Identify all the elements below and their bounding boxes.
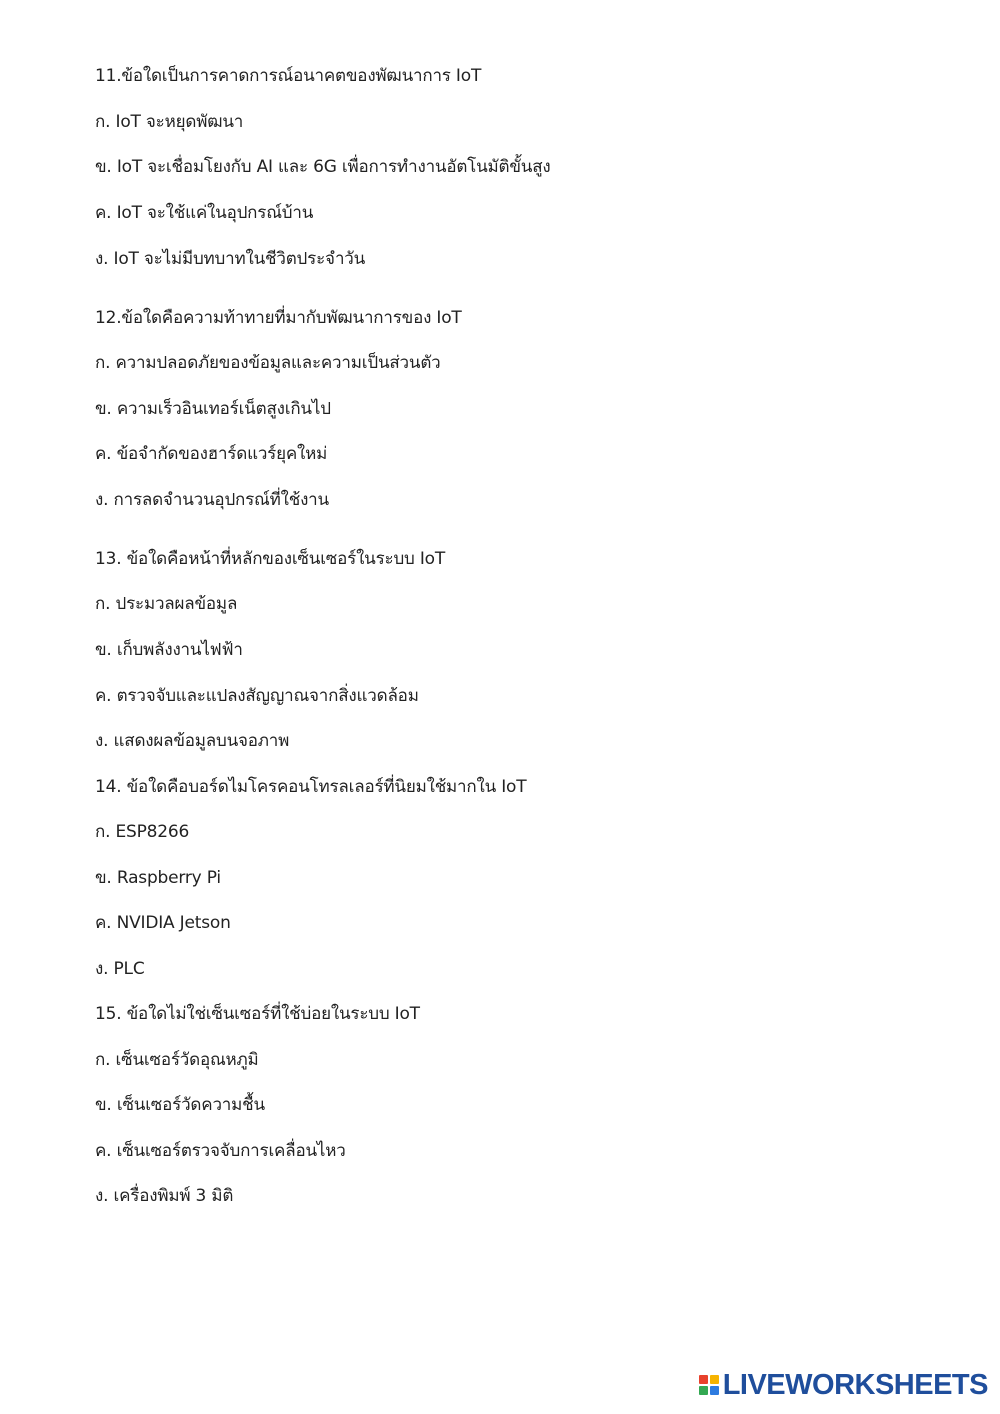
question-11-option-b: ข. IoT จะเชื่อมโยงกับ AI และ 6G เพื่อการทำงานอัตโนมัติขั้นสูง: [95, 157, 551, 177]
logo-square-red: [699, 1375, 708, 1384]
logo-square-green: [699, 1386, 708, 1395]
liveworksheets-brand-text: LIVEWORKSHEETS: [722, 1369, 988, 1401]
question-13-option-d: ง. แสดงผลข้อมูลบนจอภาพ: [95, 731, 290, 751]
logo-square-yellow: [710, 1375, 719, 1384]
logo-square-blue: [710, 1386, 719, 1395]
question-15-option-c: ค. เซ็นเซอร์ตรวจจับการเคลื่อนไหว: [95, 1141, 346, 1161]
question-15-text: 15. ข้อใดไม่ใช่เซ็นเซอร์ที่ใช้บ่อยในระบบ IoT: [95, 1004, 420, 1024]
question-15-option-a: ก. เซ็นเซอร์วัดอุณหภูมิ: [95, 1050, 259, 1070]
question-12-text: 12.ข้อใดคือความท้าทายที่มากับพัฒนาการของ IoT: [95, 308, 462, 328]
question-14-option-a: ก. ESP8266: [95, 822, 190, 842]
question-12-option-a: ก. ความปลอดภัยของข้อมูลและความเป็นส่วนตัว: [95, 353, 441, 373]
question-15-option-b: ข. เซ็นเซอร์วัดความชื้น: [95, 1095, 265, 1115]
question-14-text: 14. ข้อใดคือบอร์ดไมโครคอนโทรลเลอร์ที่นิยมใช้มากใน IoT: [95, 777, 527, 797]
question-13-text: 13. ข้อใดคือหน้าที่หลักของเซ็นเซอร์ในระบบ IoT: [95, 549, 446, 569]
question-13-option-c: ค. ตรวจจับและแปลงสัญญาณจากสิ่งแวดล้อม: [95, 686, 419, 706]
liveworksheets-logo-icon: [699, 1375, 719, 1395]
question-11-option-c: ค. IoT จะใช้แค่ในอุปกรณ์บ้าน: [95, 203, 314, 223]
question-12-option-b: ข. ความเร็วอินเทอร์เน็ตสูงเกินไป: [95, 399, 331, 419]
question-13-option-a: ก. ประมวลผลข้อมูล: [95, 594, 238, 614]
question-15-option-d: ง. เครื่องพิมพ์ 3 มิติ: [95, 1186, 234, 1206]
question-11-option-a: ก. IoT จะหยุดพัฒนา: [95, 112, 244, 132]
question-11-text: 11.ข้อใดเป็นการคาดการณ์อนาคตของพัฒนาการ IoT: [95, 66, 482, 86]
question-11-option-d: ง. IoT จะไม่มีบทบาทในชีวิตประจำวัน: [95, 249, 366, 269]
liveworksheets-logo[interactable]: [699, 1368, 988, 1402]
question-13-option-b: ข. เก็บพลังงานไฟฟ้า: [95, 640, 243, 660]
question-14-option-d: ง. PLC: [95, 959, 145, 979]
question-14-option-c: ค. NVIDIA Jetson: [95, 913, 231, 933]
question-12-option-c: ค. ข้อจำกัดของฮาร์ดแวร์ยุคใหม่: [95, 444, 328, 464]
question-14-option-b: ข. Raspberry Pi: [95, 868, 221, 888]
question-12-option-d: ง. การลดจำนวนอุปกรณ์ที่ใช้งาน: [95, 490, 329, 510]
